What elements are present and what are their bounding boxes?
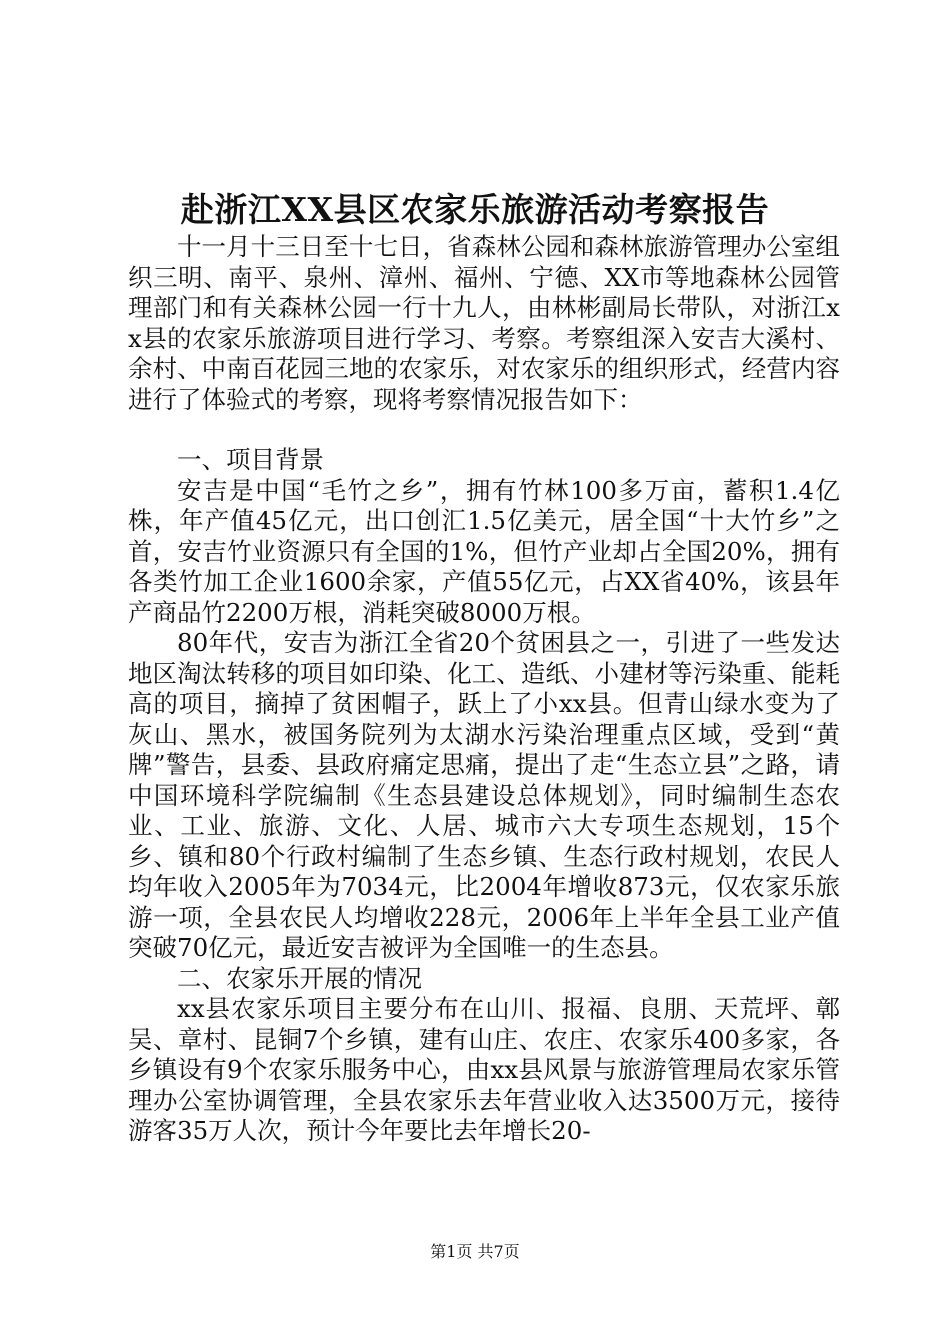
- document-body: [128, 232, 840, 1147]
- background-paragraph-2: 80年代，安吉为浙江全省20个贫困县之一，引进了一些发达地区淘汰转移的项目如印染、化工、造纸、小建材等污染重、能耗高的项目，摘掉了贫困帽子，跃上了小xx县。但青山绿水变为了灰山、黑水，被国务院列为太湖水污染治理重点区域，受到“黄牌”警告，县委、县政府痛定思痛，提出了走“生态立县”之路，请中国环境科学院编制《生态县建设总体规划》，同时编制生态农业、工业、旅游、文化、人居、城市六大专项生态规划，15个乡、镇和80个行政村编制了生态乡镇、生态行政村规划，农民人均年收入2005年为7034元，比2004年增收873元，仅农家乐旅游一项，全县农民人均增收228元，2006年上半年全县工业产值突破70亿元，最近安吉被评为全国唯一的生态县。: [128, 628, 840, 962]
- section-heading-situation: 二、农家乐开展的情况: [177, 963, 422, 993]
- page-number-footer: 第1页 共7页: [430, 1242, 520, 1261]
- background-paragraph-1: 安吉是中国“毛竹之乡”，拥有竹林100多万亩，蓄积1.4亿株，年产值45亿元，出口创汇1.5亿美元，居全国“十大竹乡”之首，安吉竹业资源只有全国的1%，但竹产业却占全国20%，拥有各类竹加工企业1600余家，产值55亿元，占XX省40%，该县年产商品竹2200万根，消耗突破8000万根。: [128, 475, 840, 627]
- situation-paragraph-1: xx县农家乐项目主要分布在山川、报福、良朋、天荒坪、鄣吴、章村、昆铜7个乡镇，建有山庄、农庄、农家乐400多家，各乡镇设有9个农家乐服务中心，由xx县风景与旅游管理局农家乐管理办公室协调管理，全县农家乐去年营业收入达3500万元，接待游客35万人次，预计今年要比去年增长20-: [128, 994, 840, 1145]
- section-heading-background: 一、项目背景: [177, 445, 324, 474]
- document-title: 赴浙江XX县区农家乐旅游活动考察报告: [180, 190, 770, 229]
- intro-paragraph: 十一月十三日至十七日，省森林公园和森林旅游管理办公室组织三明、南平、泉州、漳州、福州、宁德、XX市等地森林公园管理部门和有关森林公园一行十九人，由林彬副局长带队，对浙江xx县的农家乐旅游项目进行学习、考察。考察组深入安吉大溪村、余村、中南百花园三地的农家乐，对农家乐的组织形式，经营内容进行了体验式的考察，现将考察情况报告如下：: [128, 232, 840, 414]
